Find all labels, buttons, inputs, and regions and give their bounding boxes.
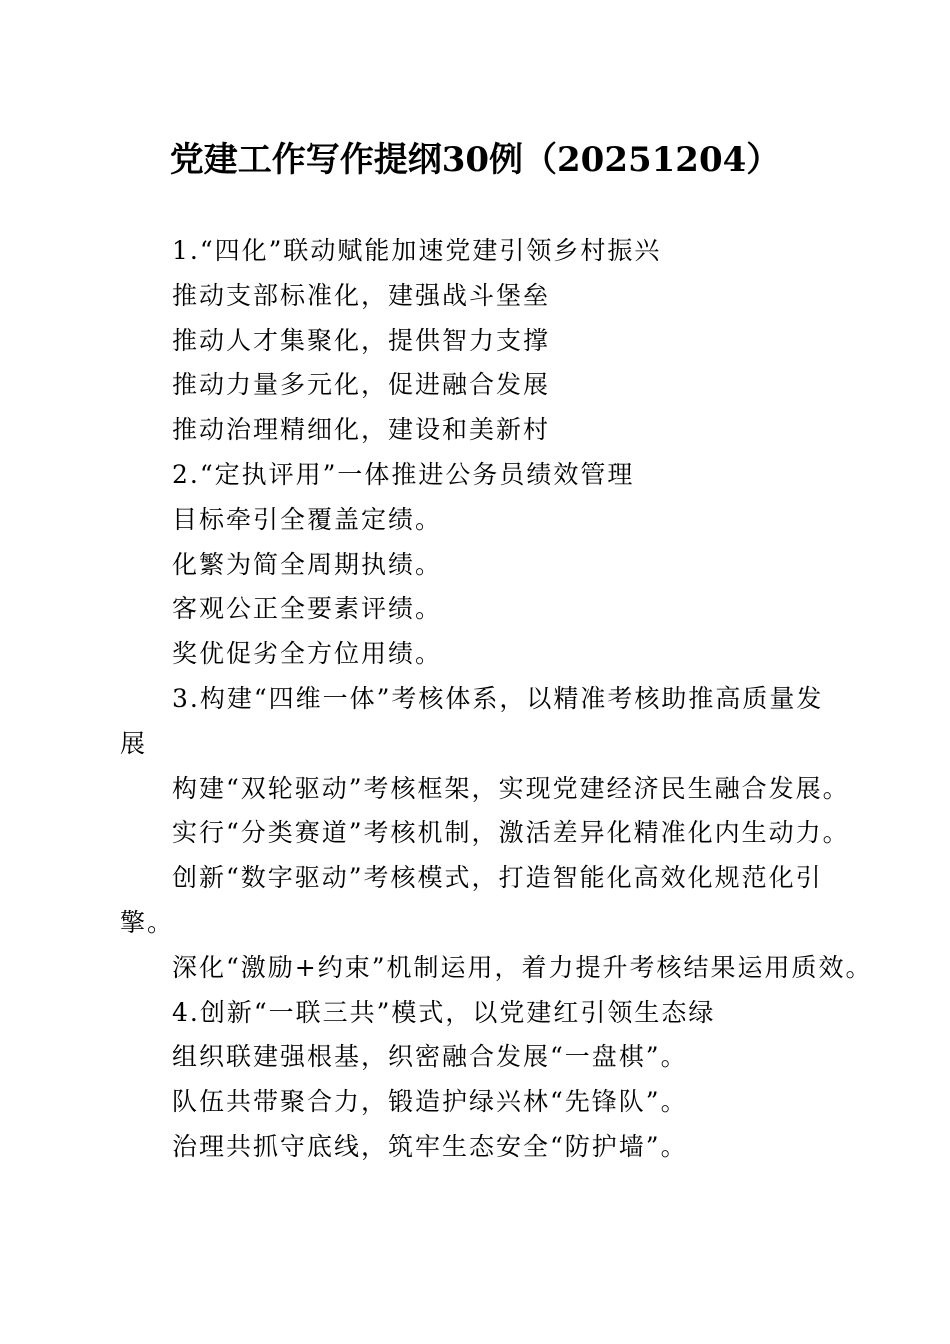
outline-item: 深化“激励+约束”机制运用，着力提升考核结果运用质效。 bbox=[172, 952, 873, 982]
section-heading: 1.“四化”联动赋能加速党建引领乡村振兴 bbox=[172, 236, 662, 265]
document-title: 党建工作写作提纲30例（20251204） bbox=[169, 140, 781, 180]
outline-item: 推动治理精细化，建设和美新村 bbox=[172, 415, 551, 445]
outline-item: 组织联建强根基，织密融合发展“一盘棋”。 bbox=[172, 1042, 688, 1072]
outline-item: 奖优促劣全方位用绩。 bbox=[172, 639, 443, 669]
section-heading: 2.“定执评用”一体推进公务员绩效管理 bbox=[172, 459, 635, 489]
outline-item: 推动人才集聚化，提供智力支撑 bbox=[172, 325, 551, 355]
outline-item: 实行“分类赛道”考核机制，激活差异化精准化内生动力。 bbox=[172, 818, 850, 848]
outline-item: 目标牵引全覆盖定绩。 bbox=[172, 504, 443, 534]
outline-item: 推动支部标准化，建强战斗堡垒 bbox=[172, 280, 551, 310]
outline-item: 治理共抓守底线，筑牢生态安全“防护墙”。 bbox=[172, 1131, 688, 1161]
document-body bbox=[120, 229, 873, 1170]
outline-item: 客观公正全要素评绩。 bbox=[172, 594, 443, 624]
outline-item: 队伍共带聚合力，锻造护绿兴林“先锋队”。 bbox=[172, 1087, 688, 1117]
outline-item: 创新“数字驱动”考核模式，打造智能化高效化规范化引擎。 bbox=[120, 863, 823, 937]
outline-item: 构建“双轮驱动”考核框架，实现党建经济民生融合发展。 bbox=[172, 773, 850, 803]
outline-item: 化繁为简全周期执绩。 bbox=[172, 549, 443, 579]
outline-item: 推动力量多元化，促进融合发展 bbox=[172, 370, 551, 400]
section-heading: 4.创新“一联三共”模式，以党建红引领生态绿 bbox=[172, 997, 716, 1027]
section-heading: 3.构建“四维一体”考核体系，以精准考核助推高质量发展 bbox=[120, 683, 824, 758]
